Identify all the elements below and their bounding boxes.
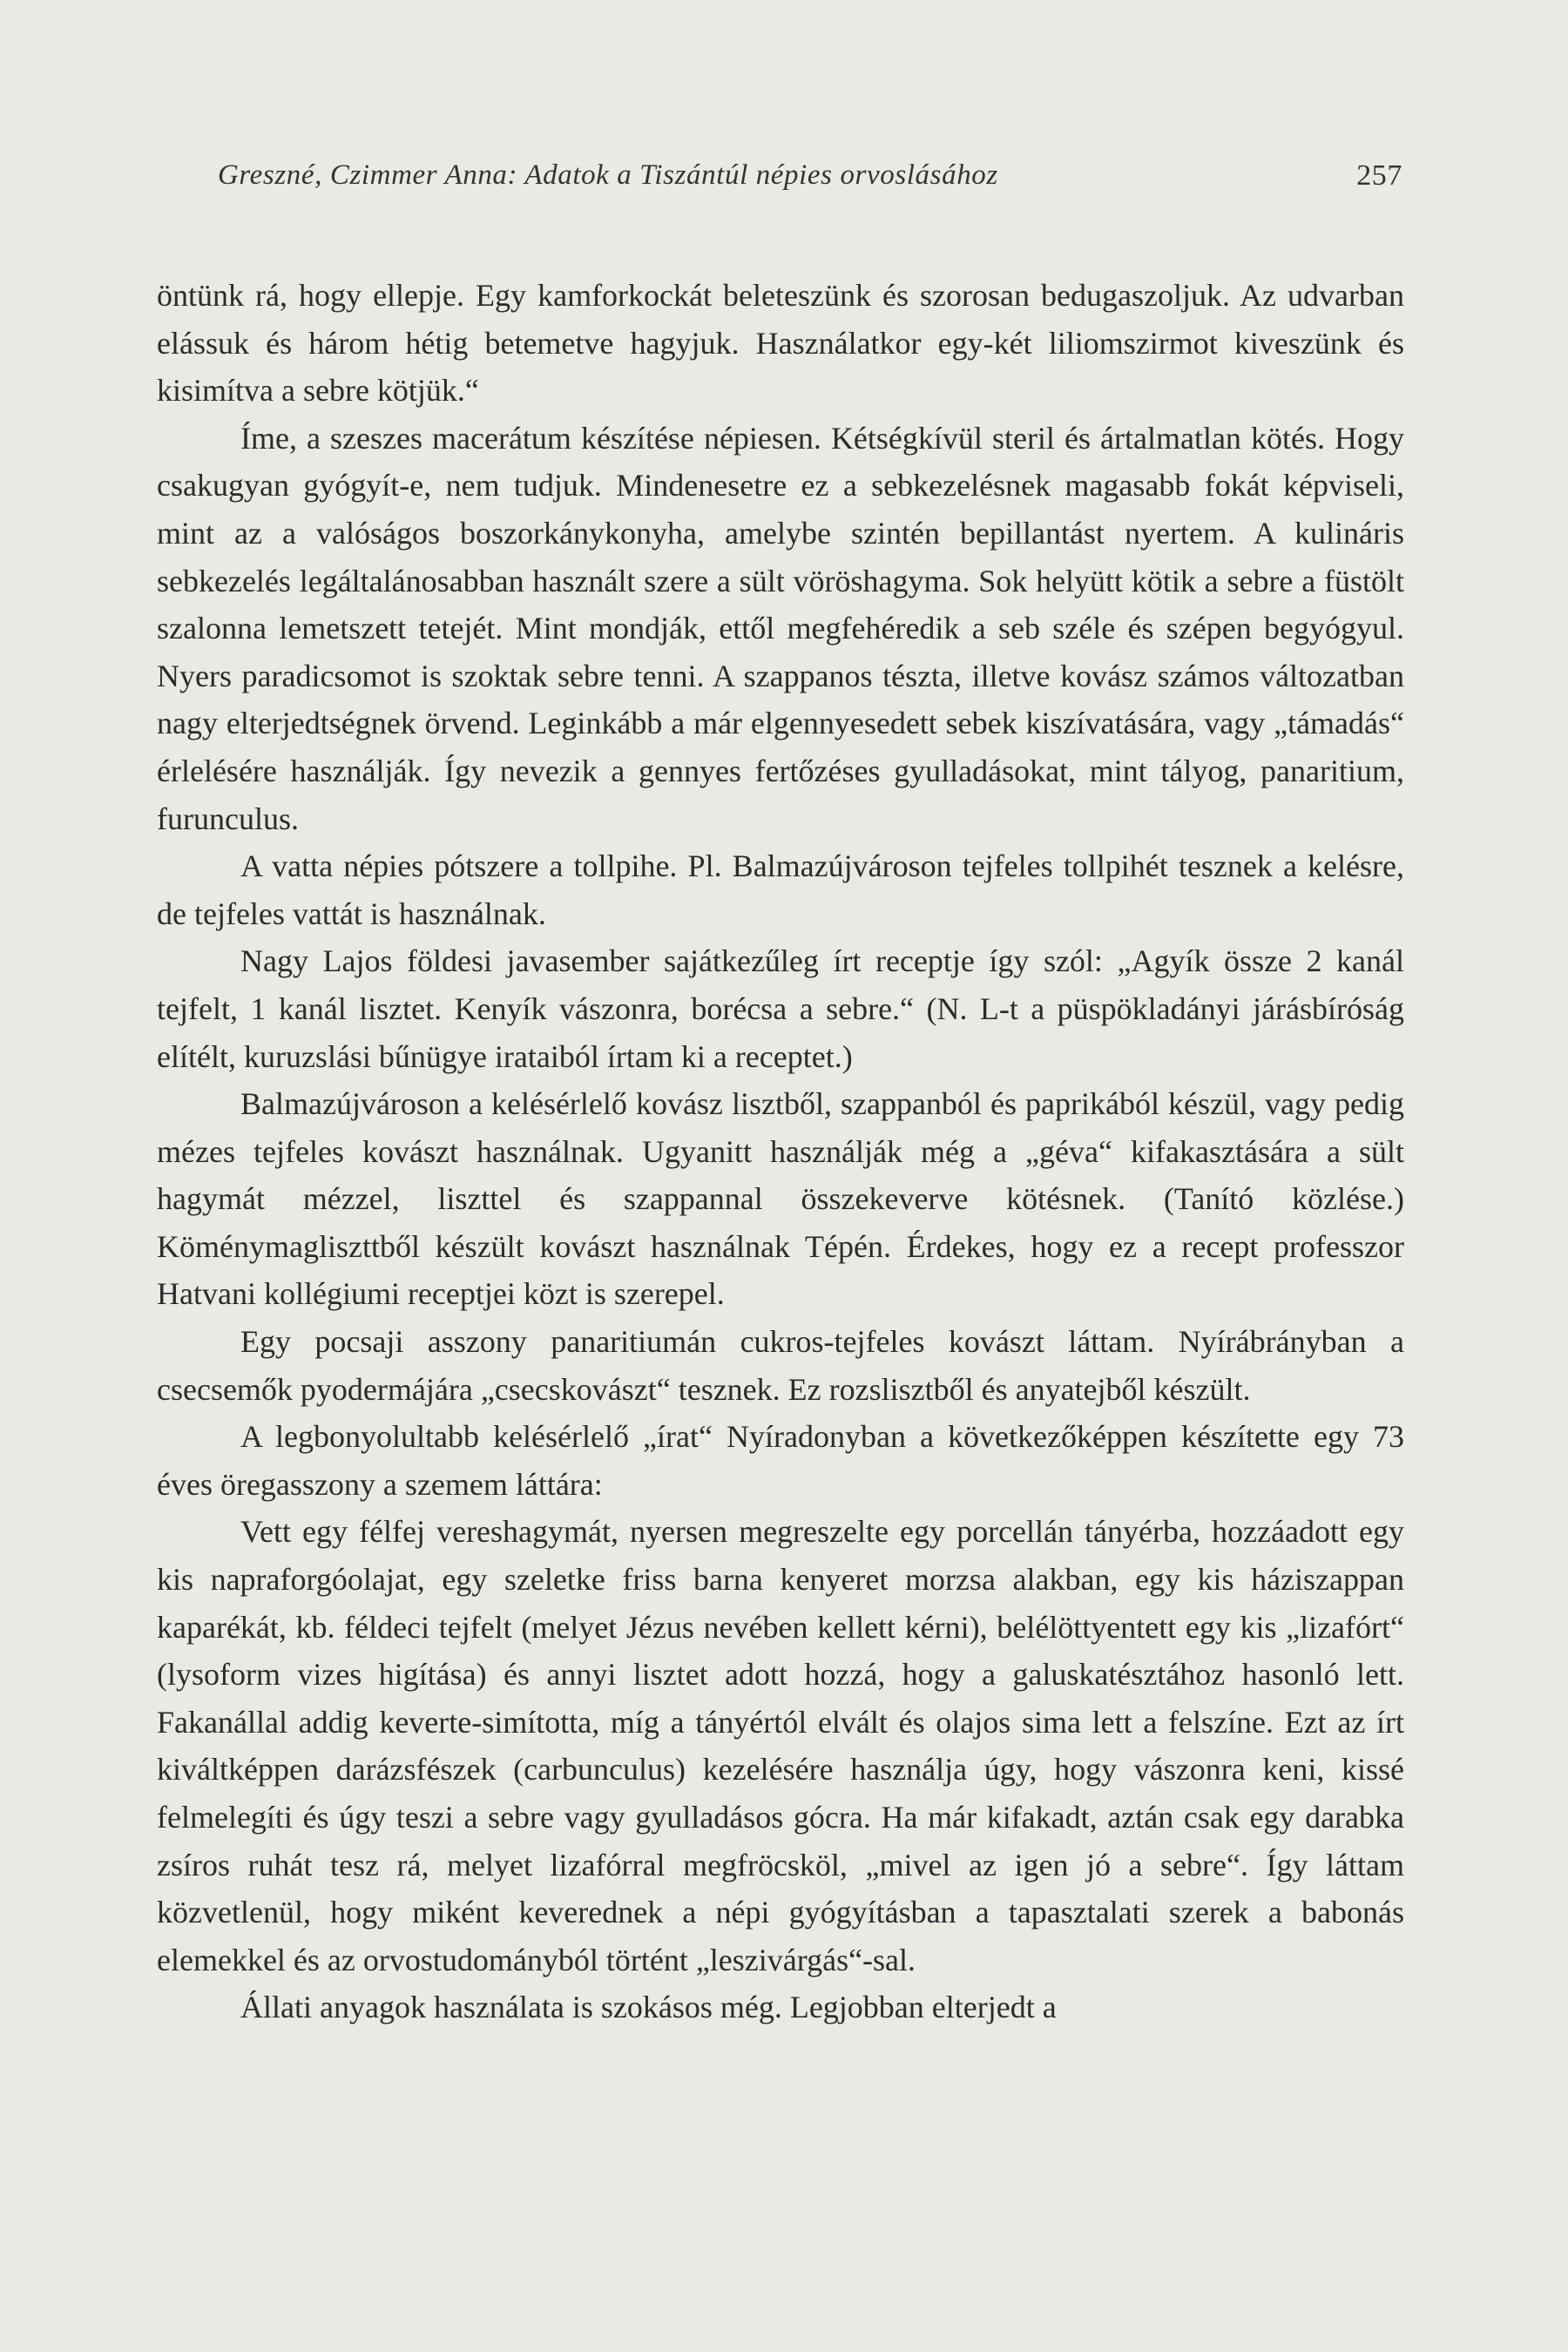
paragraph: A vatta népies pótszere a tollpihe. Pl. Balmazújvároson tejfeles tollpihét tesznek a kelésre, de tejfeles vattát is használnak. [157, 848, 1404, 931]
paragraph: Állati anyagok használata is szokásos még. Legjobban elterjedt a [240, 1990, 1057, 2025]
paragraph: Vett egy félfej vereshagymát, nyersen megreszelte egy porcellán tányérba, hozzáadott egy kis napraforgóolajat, egy szeletke friss barna kenyeret morzsa alakban, egy kis háziszappan kaparékát, kb. féldeci tejfelt (melyet Jézus nevében kellett kérni), belélöttyentett egy kis „lizafórt“ (lysoform vizes higítása) és annyi lisztet adott hozzá, hogy a galuskatésztához hasonló lett. Fakanállal addig keverte-simította, míg a tányértól elvált és olajos sima lett a felszíne. Ezt az írt kiváltképpen darázsfészek (carbunculus) kezelésére használja úgy, hogy vászonra keni, kissé felmelegíti és úgy teszi a sebre vagy gyulladásos gócra. Ha már kifakadt, aztán csak egy darabka zsíros ruhát tesz rá, melyet lizafórral megfröcsköl, „mivel az igen jó a sebre“. Így láttam közvetlenül, hogy miként keverednek a népi gyógyításban a tapasztalati szerek a babonás elemekkel és az orvostudományból történt „leszivárgás“-sal. [157, 1514, 1404, 1977]
paragraph: Íme, a szeszes macerátum készítése népiesen. Kétségkívül steril és ártalmatlan kötés. Hogy csakugyan gyógyít-e, nem tudjuk. Mindenesetre ez a sebkezelésnek magasabb fokát képviseli, mint az a valóságos boszorkánykonyha, amelybe szintén bepillantást nyertem. A kulináris sebkezelés legáltalánosabban használt szere a sült vöröshagyma. Sok helyütt kötik a sebre a füstölt szalonna lemetszett tetejét. Mint mondják, ettől megfehéredik a seb széle és szépen begyógyul. Nyers paradicsomot is szoktak sebre tenni. A szappanos tészta, illetve kovász számos változatban nagy elterjedtségnek örvend. Leginkább a már elgennyesedett sebek kiszívatására, vagy „támadás“ érlelésére használják. Így nevezik a gennyes fertőzéses gyulladásokat, mint tályog, panaritium, furunculus. [157, 420, 1404, 836]
page-number: 257 [1356, 159, 1402, 192]
paragraph: Nagy Lajos földesi javasember sajátkezűleg írt receptje így szól: „Agyík össze 2 kanál tejfelt, 1 kanál lisztet. Kenyík vászonra, borécsa a sebre.“ (N. L-t a püspökladányi járásbíróság elítélt, kuruzslási bűnügye irataiból írtam ki a receptet.) [157, 943, 1404, 1074]
body-text [157, 272, 1404, 2031]
paragraph-continuation: öntünk rá, hogy ellepje. Egy kamforkockát beleteszünk és szorosan bedugaszoljuk. Az udvarban elássuk és három hétig betemetve hagyjuk. Használatkor egy-két liliomszirmot kiveszünk és kisimítva a sebre kötjük.“ [157, 278, 1404, 409]
running-title: Greszné, Czimmer Anna: Adatok a Tiszántúl népies orvoslásához [218, 159, 998, 191]
running-head [218, 159, 1402, 203]
paragraph: Egy pocsaji asszony panaritiumán cukros-tejfeles kovászt láttam. Nyírábrányban a csecsemők pyodermájára „csecskovászt“ tesznek. Ez rozslisztből és anyatejből készült. [157, 1324, 1404, 1407]
paragraph: A legbonyolultabb kelésérlelő „írat“ Nyíradonyban a következőképpen készítette egy 73 éves öregasszony a szemem láttára: [157, 1419, 1404, 1502]
paragraph: Balmazújvároson a kelésérlelő kovász lisztből, szappanból és paprikából készül, vagy pedig mézes tejfeles kovászt használnak. Ugyanitt használják még a „géva“ kifakasztására a sült hagymát mézzel, liszttel és szappannal összekeverve kötésnek. (Tanító közlése.) Köménymagliszttből készült kovászt használnak Tépén. Érdekes, hogy ez a recept professzor Hatvani kollégiumi receptjei közt is szerepel. [157, 1086, 1404, 1312]
